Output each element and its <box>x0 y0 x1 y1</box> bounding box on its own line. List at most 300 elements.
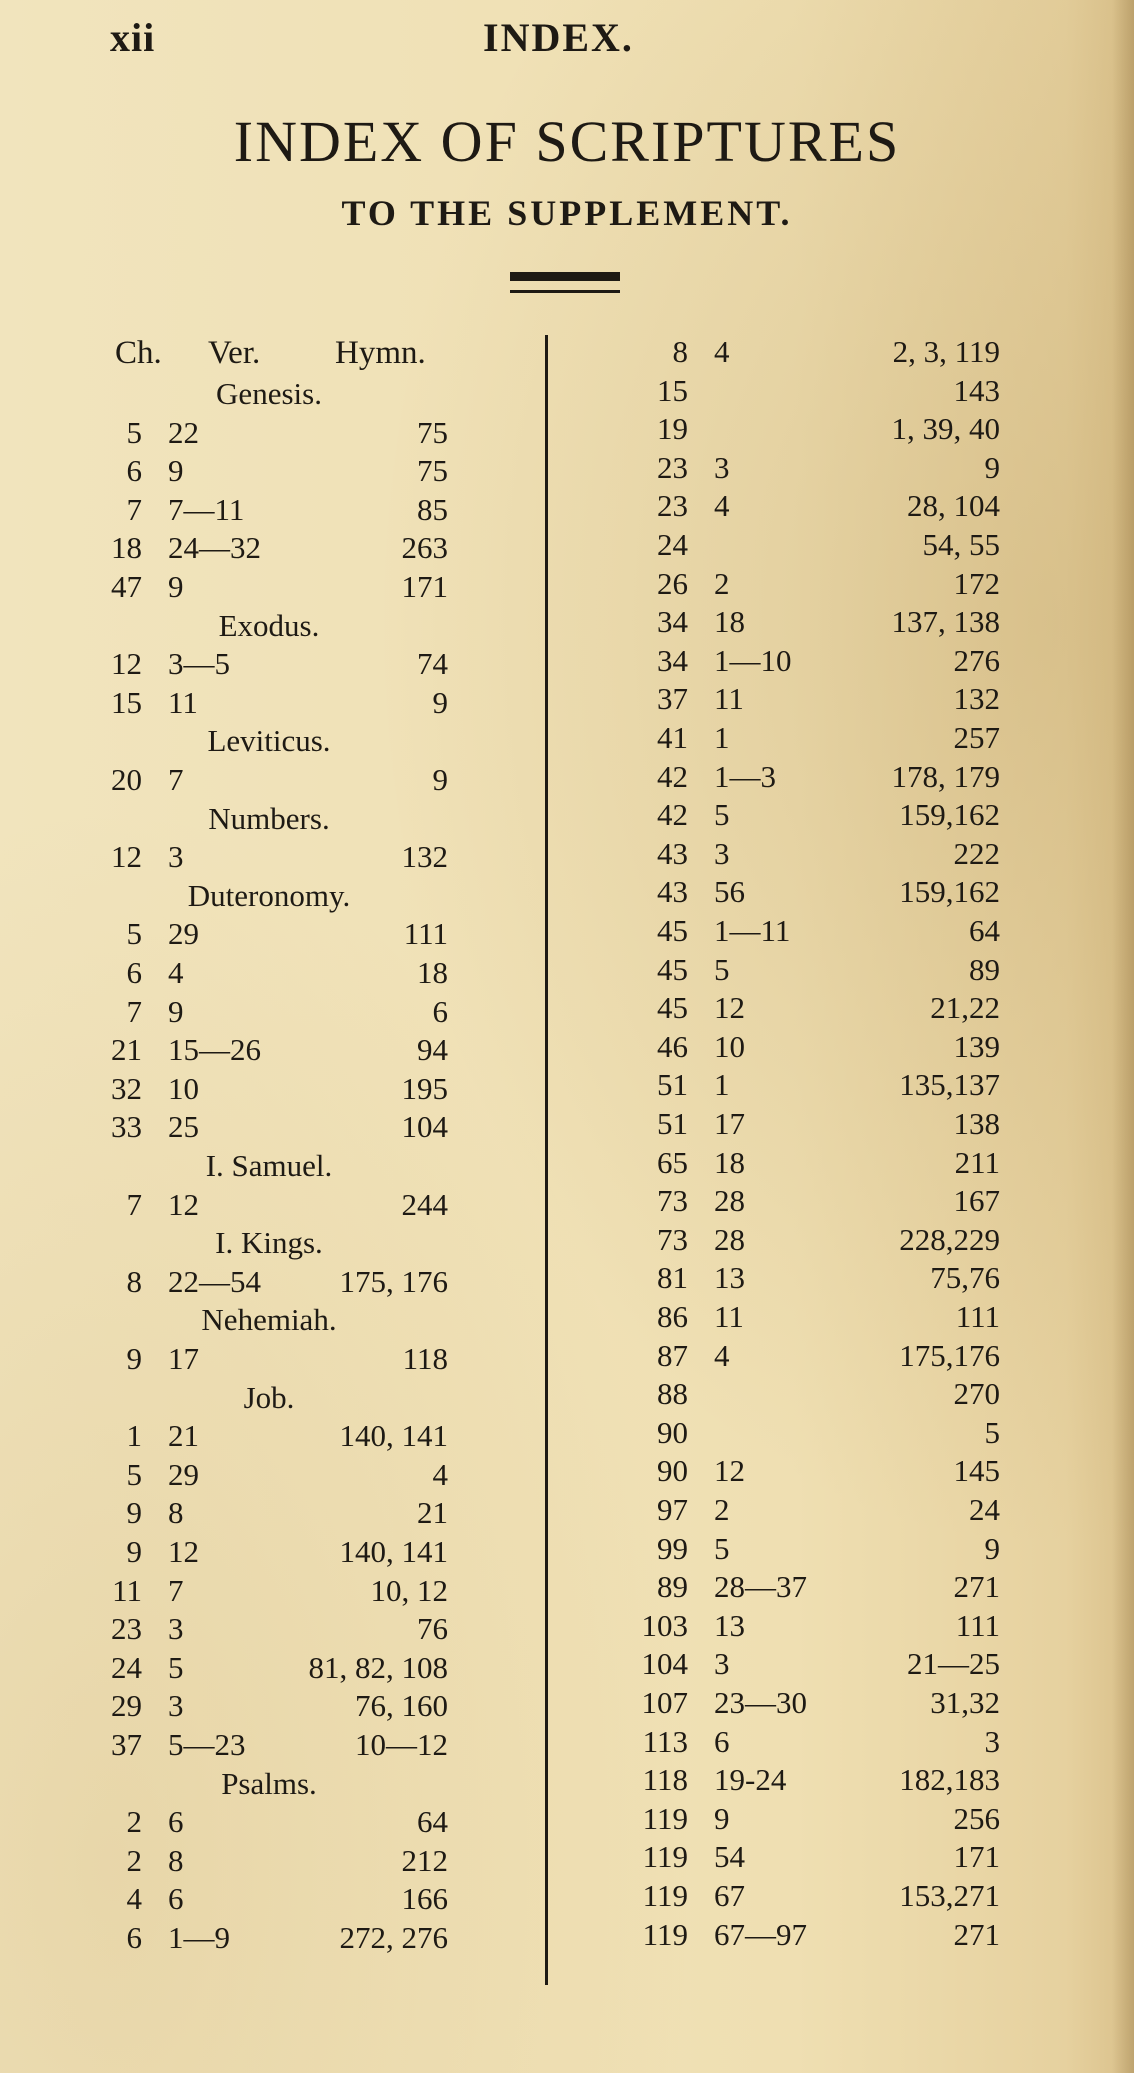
verse-cell: 1—10 <box>714 642 792 678</box>
chapter-cell: 81 <box>657 1260 688 1296</box>
index-row <box>636 1839 1000 1875</box>
index-row <box>90 530 448 566</box>
chapter-cell: 99 <box>657 1530 688 1566</box>
page-subtitle: TO THE SUPPLEMENT. <box>341 193 793 233</box>
chapter-cell: 43 <box>657 874 688 910</box>
hymn-cell: 111 <box>403 916 448 952</box>
hymn-cell: 175,176 <box>899 1337 1000 1373</box>
verse-cell: 3 <box>714 835 730 871</box>
index-row <box>90 569 448 605</box>
index-row <box>90 1109 448 1145</box>
hymn-cell: 74 <box>417 646 448 682</box>
index-row <box>636 797 1000 833</box>
chapter-cell: 104 <box>641 1646 688 1682</box>
book-heading: Genesis. <box>216 376 322 411</box>
verse-cell: 12 <box>168 1534 199 1569</box>
hymn-cell: 172 <box>953 565 1000 601</box>
chapter-cell: 2 <box>126 1804 142 1840</box>
hymn-cell: 159,162 <box>899 874 1000 910</box>
chapter-cell: 5 <box>126 916 142 952</box>
index-row <box>90 916 448 952</box>
page-edge-shadow <box>1112 0 1134 2073</box>
chapter-cell: 1 <box>126 1418 142 1454</box>
column-header-hymn: Hymn. <box>335 335 426 371</box>
chapter-cell: 51 <box>657 1067 688 1103</box>
chapter-cell: 11 <box>112 1572 142 1608</box>
chapter-cell: 8 <box>672 334 688 369</box>
chapter-cell: 12 <box>111 646 142 682</box>
verse-cell: 24—32 <box>168 530 261 566</box>
hymn-cell: 9 <box>432 762 448 797</box>
index-row <box>90 1534 448 1570</box>
hymn-cell: 244 <box>401 1186 448 1222</box>
hymn-cell: 2, 3, 119 <box>892 334 1000 369</box>
book-heading: Duteronomy. <box>187 877 351 913</box>
hymn-cell: 10, 12 <box>370 1572 448 1608</box>
chapter-cell: 6 <box>126 453 142 489</box>
index-row <box>90 1032 448 1068</box>
verse-cell: 5 <box>714 1530 730 1566</box>
hymn-cell: 24 <box>969 1492 1000 1527</box>
index-row <box>90 492 448 528</box>
index-row <box>636 1608 1000 1644</box>
hymn-cell: 175, 176 <box>339 1263 448 1299</box>
verse-cell: 3 <box>714 1646 730 1682</box>
chapter-cell: 9 <box>126 1341 142 1376</box>
hymn-cell: 212 <box>401 1842 448 1878</box>
page-title: INDEX OF SCRIPTURES <box>233 109 901 174</box>
hymn-cell: 140, 141 <box>339 1418 448 1454</box>
verse-cell: 3 <box>168 839 184 875</box>
verse-cell: 5 <box>168 1649 184 1685</box>
verse-cell: 4 <box>168 955 184 990</box>
verse-cell: 1 <box>714 720 730 755</box>
index-row <box>636 334 1000 370</box>
hymn-cell: 182,183 <box>899 1762 1000 1798</box>
verse-cell: 13 <box>714 1260 745 1296</box>
chapter-cell: 89 <box>657 1569 688 1605</box>
chapter-cell: 119 <box>642 1916 688 1952</box>
index-row <box>90 1264 448 1300</box>
chapter-cell: 37 <box>111 1727 142 1762</box>
index-row <box>636 952 1000 988</box>
chapter-cell: 7 <box>126 1186 142 1222</box>
verse-cell: 7 <box>168 1572 184 1608</box>
column-header-chapter: Ch. <box>115 335 162 371</box>
verse-cell: 6 <box>714 1723 730 1759</box>
verse-cell: 3—5 <box>168 646 230 682</box>
chapter-cell: 90 <box>657 1414 688 1450</box>
hymn-cell: 228,229 <box>899 1221 1000 1257</box>
hymn-cell: 9 <box>432 684 448 720</box>
index-row <box>636 913 1000 949</box>
index-row <box>636 836 1000 872</box>
book-heading: I. Samuel. <box>205 1148 333 1183</box>
verse-cell: 6 <box>168 1881 184 1917</box>
chapter-cell: 7 <box>126 491 142 527</box>
verse-cell: 6 <box>168 1804 184 1840</box>
hymn-cell: 9 <box>984 1530 1000 1566</box>
verse-cell: 2 <box>714 1492 730 1527</box>
chapter-cell: 43 <box>657 835 688 871</box>
hymn-cell: 256 <box>953 1800 1000 1836</box>
chapter-cell: 97 <box>657 1492 688 1527</box>
hymn-cell: 10—12 <box>355 1727 448 1762</box>
verse-cell: 7—11 <box>168 491 245 527</box>
verse-cell: 11 <box>168 684 198 720</box>
hymn-cell: 137, 138 <box>891 604 1000 640</box>
index-row <box>636 1878 1000 1914</box>
index-row <box>636 681 1000 717</box>
index-row <box>636 1685 1000 1721</box>
chapter-cell: 42 <box>657 797 688 833</box>
index-row <box>636 1646 1000 1682</box>
chapter-cell: 15 <box>111 684 142 720</box>
verse-cell: 13 <box>714 1607 745 1643</box>
chapter-cell: 34 <box>657 642 688 678</box>
index-row <box>90 646 448 682</box>
book-heading: Psalms. <box>221 1765 317 1801</box>
hymn-cell: 272, 276 <box>339 1920 448 1955</box>
verse-cell: 1—9 <box>168 1920 230 1955</box>
hymn-cell: 143 <box>953 372 1000 408</box>
verse-cell: 4 <box>714 488 730 524</box>
index-row <box>90 1881 448 1917</box>
book-heading: Numbers. <box>208 800 330 836</box>
index-row <box>90 415 448 451</box>
chapter-cell: 26 <box>657 565 688 601</box>
ornamental-rule-thin <box>510 290 620 293</box>
verse-cell: 5 <box>714 797 730 833</box>
hymn-cell: 178, 179 <box>891 758 1000 794</box>
hymn-cell: 94 <box>417 1032 448 1068</box>
index-row <box>90 955 448 991</box>
hymn-cell: 171 <box>953 1839 1000 1875</box>
verse-cell: 29 <box>168 1456 199 1492</box>
hymn-cell: 4 <box>432 1456 448 1492</box>
hymn-cell: 64 <box>417 1804 448 1840</box>
hymn-cell: 166 <box>401 1881 448 1917</box>
chapter-cell: 119 <box>642 1800 688 1836</box>
chapter-cell: 119 <box>642 1878 688 1913</box>
page-number: xii <box>110 15 156 60</box>
index-row <box>636 488 1000 524</box>
verse-cell: 22 <box>168 414 199 450</box>
index-row <box>90 1573 448 1609</box>
index-row <box>636 1106 1000 1142</box>
index-row <box>90 762 448 798</box>
chapter-cell: 45 <box>657 990 688 1026</box>
verse-cell: 28 <box>714 1183 745 1219</box>
index-row <box>90 1457 448 1493</box>
chapter-cell: 73 <box>657 1183 688 1219</box>
index-row <box>636 1801 1000 1837</box>
index-row <box>636 1067 1000 1103</box>
book-heading: Job. <box>243 1379 295 1415</box>
hymn-cell: 21—25 <box>907 1646 1000 1682</box>
hymn-cell: 195 <box>401 1070 448 1106</box>
index-row <box>636 411 1000 447</box>
verse-cell: 56 <box>714 874 745 910</box>
index-row <box>90 1727 448 1763</box>
verse-cell: 19-24 <box>714 1762 787 1798</box>
chapter-cell: 87 <box>657 1337 688 1373</box>
hymn-cell: 9 <box>984 449 1000 485</box>
hymn-cell: 5 <box>984 1414 1000 1450</box>
chapter-cell: 73 <box>657 1221 688 1257</box>
verse-cell: 67—97 <box>714 1916 807 1952</box>
hymn-cell: 118 <box>402 1341 448 1376</box>
verse-cell: 12 <box>714 990 745 1026</box>
index-row <box>90 1495 448 1531</box>
index-row <box>90 1920 448 1956</box>
chapter-cell: 15 <box>657 372 688 408</box>
chapter-cell: 90 <box>657 1453 688 1489</box>
chapter-cell: 118 <box>642 1762 688 1798</box>
chapter-cell: 6 <box>126 955 142 990</box>
hymn-cell: 139 <box>953 1028 1000 1064</box>
hymn-cell: 31,32 <box>930 1685 1000 1720</box>
index-row <box>90 1341 448 1377</box>
index-row <box>90 1071 448 1107</box>
hymn-cell: 111 <box>955 1299 1000 1334</box>
verse-cell: 21 <box>168 1418 199 1454</box>
hymn-cell: 271 <box>953 1916 1000 1952</box>
index-row <box>636 720 1000 756</box>
verse-cell: 7 <box>168 762 184 797</box>
column-header-verse: Ver. <box>208 335 261 371</box>
verse-cell: 22—54 <box>168 1263 261 1299</box>
chapter-cell: 65 <box>657 1144 688 1180</box>
hymn-cell: 1, 39, 40 <box>891 411 1000 447</box>
hymn-cell: 257 <box>953 720 1000 755</box>
hymn-cell: 153,271 <box>899 1878 1000 1913</box>
verse-cell: 23—30 <box>714 1685 807 1720</box>
index-row <box>636 1260 1000 1296</box>
verse-cell: 11 <box>714 1299 744 1334</box>
verse-cell: 2 <box>714 565 730 601</box>
verse-cell: 9 <box>168 993 184 1029</box>
verse-cell: 25 <box>168 1109 199 1145</box>
index-row <box>90 1418 448 1454</box>
chapter-cell: 119 <box>642 1839 688 1875</box>
hymn-cell: 159,162 <box>899 797 1000 833</box>
chapter-cell: 24 <box>657 527 688 562</box>
index-row <box>636 1917 1000 1953</box>
verse-cell: 1—3 <box>714 758 776 794</box>
index-row <box>636 1376 1000 1412</box>
hymn-cell: 76 <box>417 1611 448 1647</box>
verse-cell: 15—26 <box>168 1032 261 1068</box>
verse-cell: 28 <box>714 1221 745 1257</box>
chapter-cell: 9 <box>126 1534 142 1569</box>
hymn-cell: 104 <box>401 1109 448 1145</box>
chapter-cell: 24 <box>111 1649 142 1685</box>
index-row <box>90 1688 448 1724</box>
chapter-cell: 47 <box>111 569 142 604</box>
book-heading: Nehemiah. <box>201 1302 337 1338</box>
index-row <box>636 527 1000 563</box>
verse-cell: 9 <box>714 1800 730 1836</box>
hymn-cell: 81, 82, 108 <box>308 1649 448 1685</box>
hymn-cell: 75,76 <box>930 1260 1000 1296</box>
chapter-cell: 2 <box>126 1842 142 1878</box>
verse-cell: 4 <box>714 334 730 369</box>
verse-cell: 1—11 <box>714 913 791 948</box>
chapter-cell: 51 <box>657 1106 688 1141</box>
verse-cell: 17 <box>168 1341 199 1376</box>
index-row <box>636 1145 1000 1181</box>
chapter-cell: 41 <box>657 720 688 755</box>
index-row <box>90 685 448 721</box>
index-row <box>90 453 448 489</box>
index-row <box>90 1187 448 1223</box>
chapter-cell: 29 <box>111 1688 142 1724</box>
hymn-cell: 145 <box>953 1453 1000 1489</box>
chapter-cell: 42 <box>657 758 688 794</box>
index-row <box>90 1650 448 1686</box>
chapter-cell: 113 <box>642 1723 688 1759</box>
hymn-cell: 140, 141 <box>339 1534 448 1569</box>
chapter-cell: 103 <box>641 1607 688 1643</box>
index-row <box>636 566 1000 602</box>
index-row <box>90 1804 448 1840</box>
hymn-cell: 222 <box>953 835 1000 871</box>
index-row <box>636 450 1000 486</box>
verse-cell: 1 <box>714 1067 730 1103</box>
verse-cell: 5 <box>714 951 730 987</box>
chapter-cell: 12 <box>111 839 142 875</box>
chapter-cell: 20 <box>111 762 142 797</box>
verse-cell: 10 <box>168 1070 199 1106</box>
column-divider <box>545 335 548 1985</box>
chapter-cell: 5 <box>126 414 142 450</box>
hymn-cell: 89 <box>969 951 1000 987</box>
verse-cell: 10 <box>714 1028 745 1064</box>
index-row <box>636 1531 1000 1567</box>
index-row <box>90 1611 448 1647</box>
chapter-cell: 32 <box>111 1070 142 1106</box>
index-row <box>90 1843 448 1879</box>
chapter-cell: 46 <box>657 1028 688 1064</box>
verse-cell: 18 <box>714 604 745 640</box>
hymn-cell: 6 <box>432 993 448 1029</box>
verse-cell: 3 <box>168 1611 184 1647</box>
chapter-cell: 37 <box>657 681 688 717</box>
hymn-cell: 167 <box>953 1183 1000 1219</box>
hymn-cell: 54, 55 <box>922 527 1000 562</box>
hymn-cell: 21,22 <box>930 990 1000 1026</box>
chapter-cell: 18 <box>111 530 142 566</box>
chapter-cell: 33 <box>111 1109 142 1145</box>
chapter-cell: 8 <box>126 1263 142 1299</box>
hymn-cell: 76, 160 <box>355 1688 448 1724</box>
verse-cell: 8 <box>168 1842 184 1878</box>
hymn-cell: 28, 104 <box>907 488 1000 524</box>
chapter-cell: 7 <box>126 993 142 1029</box>
verse-cell: 9 <box>168 453 184 489</box>
index-row <box>636 1338 1000 1374</box>
chapter-cell: 23 <box>657 488 688 524</box>
index-row <box>636 759 1000 795</box>
verse-cell: 5—23 <box>168 1727 246 1762</box>
hymn-cell: 75 <box>417 453 448 489</box>
hymn-cell: 171 <box>401 569 448 604</box>
chapter-cell: 23 <box>657 449 688 485</box>
hymn-cell: 64 <box>969 913 1000 948</box>
verse-cell: 29 <box>168 916 199 952</box>
chapter-cell: 86 <box>657 1299 688 1334</box>
index-row <box>636 1299 1000 1335</box>
hymn-cell: 271 <box>953 1569 1000 1605</box>
running-title: INDEX. <box>483 15 634 60</box>
chapter-cell: 45 <box>657 913 688 948</box>
chapter-cell: 19 <box>657 411 688 447</box>
verse-cell: 4 <box>714 1337 730 1373</box>
verse-cell: 67 <box>714 1878 745 1913</box>
hymn-cell: 270 <box>953 1376 1000 1412</box>
index-row <box>636 1492 1000 1528</box>
verse-cell: 54 <box>714 1839 745 1875</box>
verse-cell: 8 <box>168 1495 184 1531</box>
verse-cell: 3 <box>168 1688 184 1724</box>
verse-cell: 12 <box>714 1453 745 1489</box>
verse-cell: 9 <box>168 569 184 604</box>
hymn-cell: 211 <box>954 1144 1000 1180</box>
index-row <box>636 1724 1000 1760</box>
index-row <box>636 643 1000 679</box>
hymn-cell: 21 <box>417 1495 448 1531</box>
verse-cell: 11 <box>714 681 744 717</box>
index-row <box>636 1029 1000 1065</box>
hymn-cell: 85 <box>417 491 448 527</box>
chapter-cell: 6 <box>126 1920 142 1955</box>
index-row <box>636 1415 1000 1451</box>
chapter-cell: 34 <box>657 604 688 640</box>
hymn-cell: 132 <box>953 681 1000 717</box>
index-row <box>90 994 448 1030</box>
index-row <box>636 604 1000 640</box>
chapter-cell: 23 <box>111 1611 142 1647</box>
book-heading: I. Kings. <box>215 1225 323 1261</box>
chapter-cell: 4 <box>126 1881 142 1917</box>
index-row <box>636 1453 1000 1489</box>
chapter-cell: 88 <box>657 1376 688 1412</box>
verse-cell: 28—37 <box>714 1569 807 1605</box>
index-row <box>636 1222 1000 1258</box>
chapter-cell: 5 <box>126 1456 142 1492</box>
hymn-cell: 18 <box>417 955 448 990</box>
hymn-cell: 135,137 <box>899 1067 1000 1103</box>
index-row <box>636 373 1000 409</box>
ornamental-rule-thick <box>510 272 620 281</box>
index-row <box>636 1762 1000 1798</box>
index-row <box>636 1183 1000 1219</box>
verse-cell: 3 <box>714 449 730 485</box>
hymn-cell: 132 <box>401 839 448 875</box>
verse-cell: 17 <box>714 1106 745 1141</box>
book-heading: Leviticus. <box>207 723 331 759</box>
hymn-cell: 263 <box>401 530 448 566</box>
hymn-cell: 138 <box>953 1106 1000 1141</box>
chapter-cell: 21 <box>111 1032 142 1068</box>
chapter-cell: 9 <box>126 1495 142 1531</box>
index-row <box>90 839 448 875</box>
hymn-cell: 75 <box>417 414 448 450</box>
index-row <box>636 1569 1000 1605</box>
hymn-cell: 3 <box>984 1723 1000 1759</box>
verse-cell: 18 <box>714 1144 745 1180</box>
